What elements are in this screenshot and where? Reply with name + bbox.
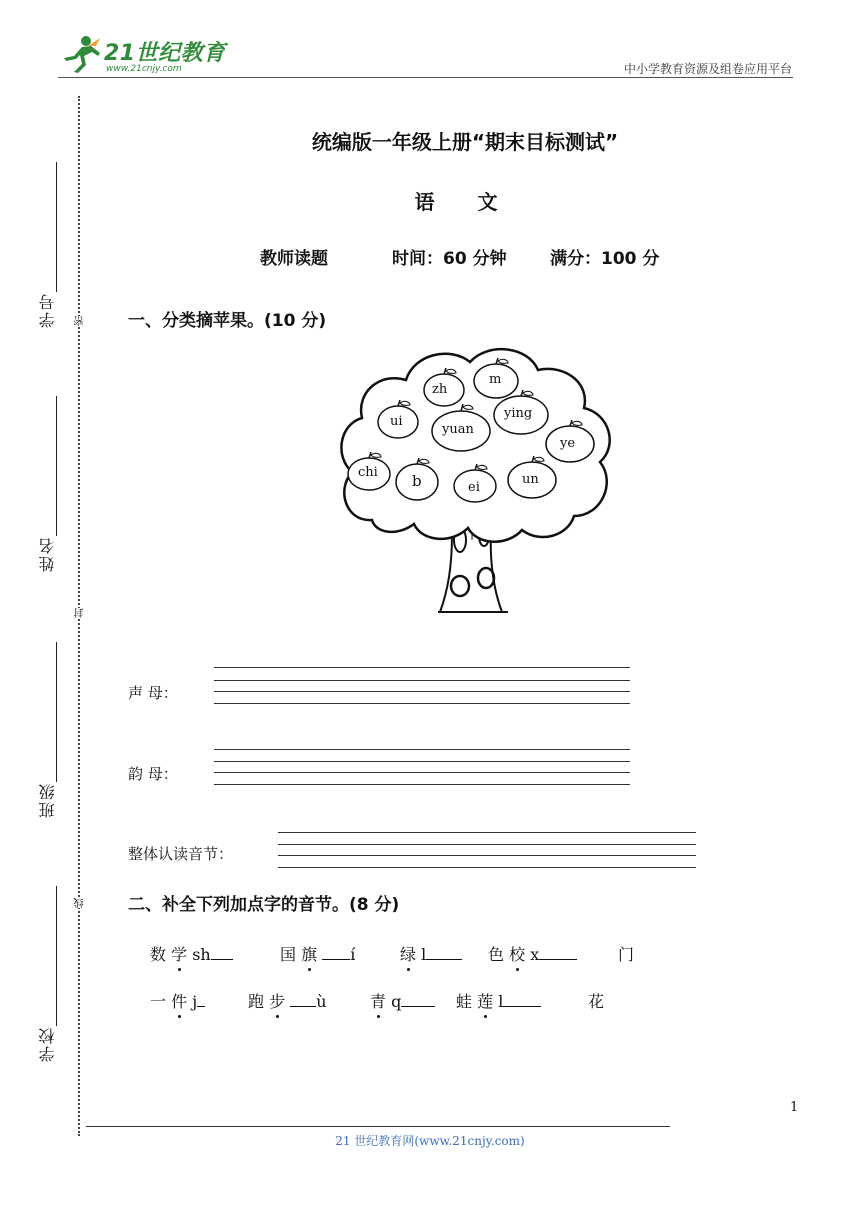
pinyin-tail: ù	[316, 992, 327, 1011]
page-number: 1	[790, 1100, 799, 1115]
subject-title: 语 文	[414, 190, 516, 214]
item-prefix: 蛙	[456, 992, 478, 1011]
answer-blank[interactable]	[197, 992, 205, 1007]
item-guoqi	[280, 942, 355, 965]
dotted-char: 件	[171, 989, 187, 1012]
pinyin-given: j	[187, 992, 198, 1011]
name-label: 姓名	[38, 536, 57, 572]
dotted-char: 绿	[400, 942, 416, 965]
yunmu-line[interactable]	[214, 784, 630, 785]
zhengti-label: 整体认读音节：	[128, 845, 234, 863]
item-wa-lian	[456, 989, 541, 1012]
pinyin-given: x	[525, 945, 540, 964]
item-hua: 花	[588, 992, 605, 1011]
apple-ei	[452, 464, 498, 508]
item-shuxue	[150, 942, 233, 965]
class-label: 班级	[38, 782, 57, 818]
item-men: 门	[618, 945, 635, 964]
shengmu-label: 声 母：	[128, 684, 178, 702]
answer-blank[interactable]	[426, 945, 462, 960]
apple-label: ui	[390, 414, 403, 429]
header-divider	[58, 77, 793, 78]
apple-label: yuan	[442, 422, 474, 437]
footer-site: 21 世纪教育网(www.21cnjy.com)	[335, 1134, 525, 1148]
student-id-label: 学号	[38, 292, 57, 328]
shengmu-line[interactable]	[214, 703, 630, 704]
score-info: 满分：100 分	[550, 249, 660, 269]
apple-tree	[332, 340, 622, 630]
item-lv	[400, 942, 462, 965]
student-id-line	[56, 162, 57, 292]
school-line	[56, 886, 57, 1026]
yunmu-label: 韵 母：	[128, 765, 178, 783]
answer-blank[interactable]	[539, 945, 577, 960]
logo-url: www.21cnjy.com	[106, 64, 182, 74]
pinyin-given: l	[493, 992, 504, 1011]
pinyin-given: l	[416, 945, 427, 964]
shengmu-line[interactable]	[214, 691, 630, 692]
apple-ui	[376, 400, 420, 444]
apple-ying	[492, 390, 550, 440]
apple-label: chi	[358, 465, 378, 480]
zhengti-line[interactable]	[278, 832, 696, 833]
apple-label: b	[412, 472, 422, 490]
answer-blank[interactable]	[503, 992, 541, 1007]
apple-label: m	[489, 372, 502, 387]
section2-heading: 二、补全下列加点字的音节。(8 分)	[128, 895, 400, 915]
class-line	[56, 642, 57, 782]
dotted-char: 青	[370, 989, 386, 1012]
answer-blank[interactable]	[211, 945, 233, 960]
item-prefix: 数	[150, 945, 172, 964]
pinyin-tail: í	[350, 945, 356, 964]
logo-text: 21世纪教育	[104, 41, 226, 66]
apple-chi	[346, 452, 392, 496]
answer-blank[interactable]	[290, 992, 316, 1007]
apple-label: zh	[432, 382, 448, 397]
page-title: 统编版一年级上册“期末目标测试”	[311, 130, 619, 154]
dotted-char: 旗	[301, 942, 317, 965]
answer-blank[interactable]	[401, 992, 435, 1007]
shengmu-line[interactable]	[214, 667, 630, 668]
item-yijian	[150, 989, 205, 1012]
pinyin-given: q	[386, 992, 402, 1011]
item-paobu	[248, 989, 327, 1012]
item-xiaomen	[488, 942, 577, 965]
pinyin-given: sh	[187, 945, 211, 964]
school-label: 学校	[38, 1026, 57, 1062]
header-platform-text: 中小学教育资源及组卷应用平台	[623, 62, 792, 76]
apple-label: ye	[560, 436, 576, 451]
section1-heading: 一、分类摘苹果。(10 分)	[128, 311, 327, 331]
name-line	[56, 396, 57, 536]
dotted-char: 步	[269, 989, 285, 1012]
item-prefix: 一	[150, 992, 172, 1011]
apple-un	[506, 456, 558, 504]
apple-yuan	[430, 404, 492, 456]
reader-info: 教师读题	[260, 249, 328, 269]
zhengti-line[interactable]	[278, 844, 696, 845]
answer-blank[interactable]	[322, 945, 350, 960]
seal-mi: 密	[75, 316, 86, 326]
logo	[60, 34, 230, 78]
seal-feng: 封	[75, 608, 86, 618]
seal-xian: 线	[75, 898, 86, 908]
apple-label: un	[522, 472, 539, 487]
yunmu-line[interactable]	[214, 761, 630, 762]
apple-label: ying	[504, 406, 533, 421]
yunmu-line[interactable]	[214, 749, 630, 750]
item-prefix: 色	[488, 945, 510, 964]
dotted-char: 校	[509, 942, 525, 965]
zhengti-line[interactable]	[278, 855, 696, 856]
shengmu-line[interactable]	[214, 680, 630, 681]
time-info: 时间：60 分钟	[392, 249, 507, 269]
dotted-char: 莲	[477, 989, 493, 1012]
item-prefix: 国	[280, 945, 302, 964]
item-prefix: 跑	[248, 992, 270, 1011]
zhengti-line[interactable]	[278, 867, 696, 868]
item-qing	[370, 989, 435, 1012]
apple-label: ei	[468, 480, 480, 495]
footer-divider	[86, 1126, 670, 1127]
yunmu-line[interactable]	[214, 772, 630, 773]
runner-logo-icon	[60, 34, 104, 74]
apple-b	[394, 458, 440, 506]
dotted-char: 学	[171, 942, 187, 965]
